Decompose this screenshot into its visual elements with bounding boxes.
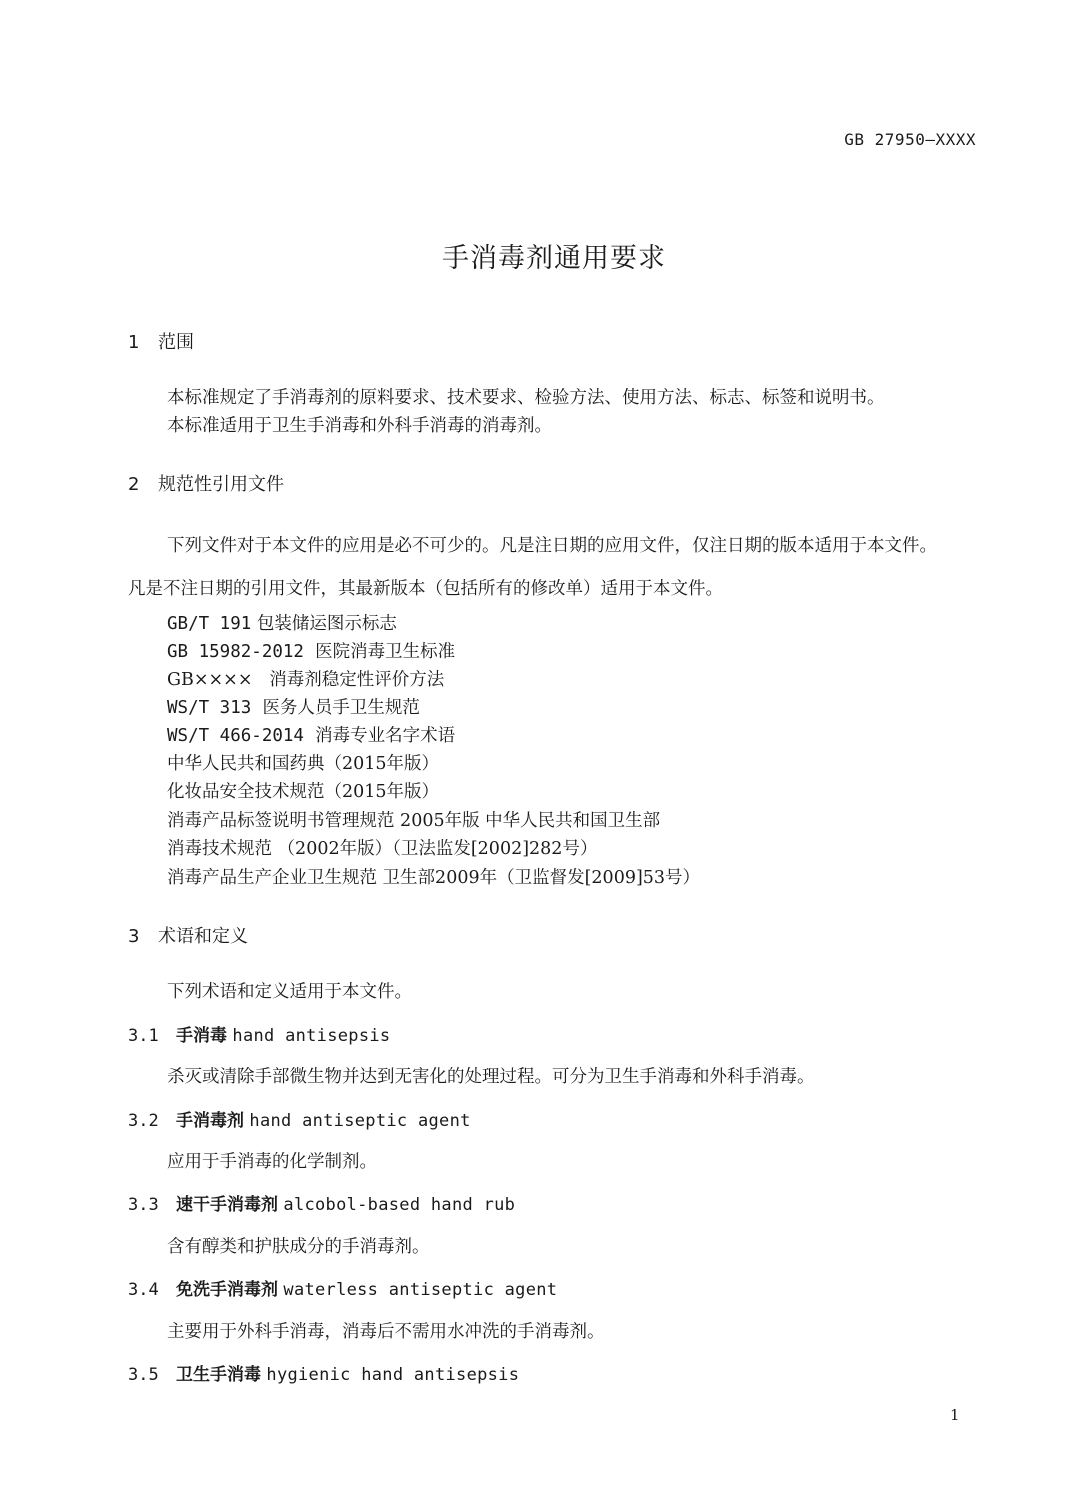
- reference-code: GB××××: [167, 670, 253, 690]
- section-number: 2: [128, 474, 140, 495]
- reference-item: 中华人民共和国药典（2015年版）: [167, 754, 440, 774]
- term-heading: [128, 1021, 390, 1046]
- refs-intro-1: 下列文件对于本文件的应用是必不可少的。凡是注日期的应用文件，仅注日期的版本适用于本文件。: [167, 536, 937, 556]
- term-english: hand antisepsis: [232, 1026, 391, 1046]
- page-number: 1: [950, 1406, 960, 1424]
- term-english: hygienic hand antisepsis: [266, 1365, 520, 1385]
- section-title: 术语和定义: [158, 926, 248, 947]
- section-title: 范围: [158, 332, 194, 353]
- reference-item: 化妆品安全技术规范（2015年版）: [167, 782, 440, 802]
- section-heading-1: [128, 328, 194, 354]
- reference-item: [167, 694, 420, 719]
- reference-code: WS/T 466-2014: [167, 726, 304, 746]
- reference-item: [167, 666, 444, 691]
- reference-name: 医院消毒卫生标准: [315, 642, 456, 662]
- term-chinese: 手消毒: [176, 1026, 227, 1046]
- reference-name: 消毒剂稳定性评价方法: [269, 670, 445, 690]
- term-heading: [128, 1360, 519, 1385]
- term-number: 3.5: [128, 1365, 159, 1385]
- reference-item: [167, 722, 455, 747]
- reference-code: WS/T 313: [167, 698, 252, 718]
- term-heading: [128, 1190, 515, 1215]
- section-number: 1: [128, 332, 140, 353]
- term-number: 3.3: [128, 1195, 159, 1215]
- term-definition: 含有醇类和护肤成分的手消毒剂。: [167, 1237, 430, 1257]
- reference-item: 消毒产品生产企业卫生规范 卫生部2009年（卫监督发[2009]53号）: [167, 868, 701, 888]
- reference-item: [167, 610, 397, 635]
- reference-name: 包装储运图示标志: [256, 614, 397, 634]
- term-number: 3.1: [128, 1026, 159, 1046]
- term-number: 3.4: [128, 1280, 159, 1300]
- reference-code: GB/T 191: [167, 614, 252, 634]
- term-number: 3.2: [128, 1111, 159, 1131]
- term-heading: [128, 1106, 471, 1131]
- term-chinese: 卫生手消毒: [176, 1365, 261, 1385]
- reference-item: 消毒技术规范 （2002年版）（卫法监发[2002]282号）: [167, 839, 598, 859]
- reference-code: GB 15982-2012: [167, 642, 304, 662]
- document-code: GB 27950—XXXX: [844, 130, 976, 149]
- terms-intro: 下列术语和定义适用于本文件。: [167, 982, 412, 1002]
- reference-item: 消毒产品标签说明书管理规范 2005年版 中华人民共和国卫生部: [167, 811, 661, 831]
- term-english: waterless antiseptic agent: [283, 1280, 558, 1300]
- scope-paragraph-1: 本标准规定了手消毒剂的原料要求、技术要求、检验方法、使用方法、标志、标签和说明书。: [167, 388, 885, 408]
- reference-name: 消毒专业名字术语: [315, 726, 456, 746]
- term-english: hand antiseptic agent: [249, 1111, 471, 1131]
- term-chinese: 手消毒剂: [176, 1111, 244, 1131]
- reference-item: [167, 638, 455, 663]
- reference-name: 医务人员手卫生规范: [262, 698, 420, 718]
- section-heading-3: [128, 922, 248, 948]
- section-title: 规范性引用文件: [158, 474, 284, 495]
- term-chinese: 免洗手消毒剂: [176, 1280, 278, 1300]
- refs-intro-2: 凡是不注日期的引用文件，其最新版本（包括所有的修改单）适用于本文件。: [128, 579, 723, 599]
- term-definition: 主要用于外科手消毒，消毒后不需用水冲洗的手消毒剂。: [167, 1322, 605, 1342]
- section-heading-2: [128, 470, 284, 496]
- section-number: 3: [128, 926, 140, 947]
- document-title: 手消毒剂通用要求: [442, 243, 666, 274]
- term-definition: 应用于手消毒的化学制剂。: [167, 1152, 377, 1172]
- term-english: alcobol-based hand rub: [283, 1195, 516, 1215]
- scope-paragraph-2: 本标准适用于卫生手消毒和外科手消毒的消毒剂。: [167, 416, 552, 436]
- term-chinese: 速干手消毒剂: [176, 1195, 278, 1215]
- term-heading: [128, 1275, 557, 1300]
- term-definition: 杀灭或清除手部微生物并达到无害化的处理过程。可分为卫生手消毒和外科手消毒。: [167, 1067, 815, 1087]
